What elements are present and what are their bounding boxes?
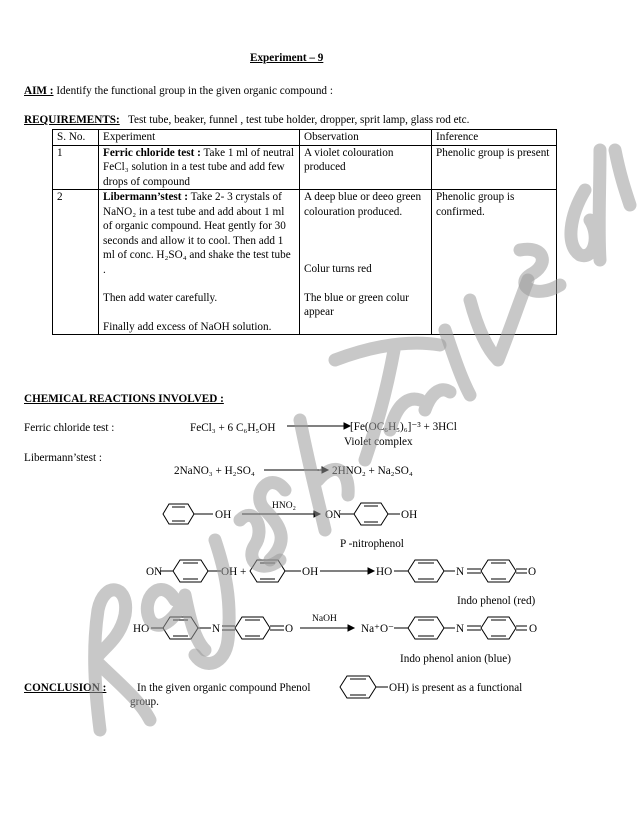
header-observation: Observation	[300, 130, 432, 146]
row-observation: A violet colouration produced	[300, 145, 432, 190]
quinone-ring-icon	[481, 560, 516, 582]
r1-product: P -nitrophenol	[340, 538, 404, 550]
reaction-arrow	[320, 568, 374, 574]
conclusion-label: CONCLUSION :	[24, 682, 107, 694]
header-experiment: Experiment	[99, 130, 300, 146]
row-inference: Phenolic group is confirmed.	[432, 190, 557, 335]
r3-product: Indo phenol anion (blue)	[400, 653, 511, 665]
ferric-lhs: FeCl₃ + 6 C₆H₅OH	[190, 422, 276, 434]
lib-rhs: 2HNO₂ + Na₂SO₄	[332, 465, 413, 477]
reaction-arrow	[287, 423, 350, 429]
ferric-product-name: Violet complex	[344, 436, 413, 448]
ferric-label: Ferric chloride test :	[24, 422, 115, 434]
reaction-arrow	[242, 511, 320, 517]
r1-on: ON	[325, 509, 342, 521]
header-sno: S. No.	[53, 130, 99, 146]
observation-text: A deep blue or deeo green colouration produced.	[304, 191, 422, 218]
experiment-body: Take 2- 3 crystals of NaNO₂ in a test tube and add about 1 ml of organic compound. Heat gently for 30 seconds and allow it to cool. Then add 1 ml of conc. H₂SO₄ and shake the test tube .	[103, 191, 291, 276]
benzene-ring-icon	[408, 560, 444, 582]
benzene-ring-icon	[163, 504, 194, 524]
requirements-label: REQUIREMENTS:	[24, 114, 120, 126]
r3-ho: HO	[133, 623, 150, 635]
benzene-ring-icon	[354, 503, 388, 525]
reactions-heading: CHEMICAL REACTIONS INVOLVED :	[24, 393, 224, 405]
r3-o: O	[285, 623, 294, 635]
r3-n2: N	[456, 623, 465, 635]
benzene-ring-icon	[340, 676, 376, 698]
benzene-ring-icon	[163, 617, 198, 639]
r3-reagent: NaOH	[312, 614, 337, 624]
benzene-ring-icon	[173, 560, 208, 582]
r2-oh: OH	[302, 566, 319, 578]
r2-on: ON	[146, 566, 163, 578]
ferric-rhs: [Fe(OC₆H₅)₆]⁻³ + 3HCl	[350, 421, 457, 433]
r1-reagent: HNO₂	[272, 501, 296, 511]
benzene-ring-icon	[250, 560, 285, 582]
r2-product: Indo phenol (red)	[457, 595, 536, 607]
row-inference: Phenolic group is present	[432, 145, 557, 190]
observation-text: Colur turns red	[304, 263, 372, 275]
row-sno: 1	[53, 145, 99, 190]
requirements-text: Test tube, beaker, funnel , test tube holder, dropper, sprit lamp, glass rod etc.	[127, 114, 470, 126]
r2-ho: HO	[376, 566, 393, 578]
reaction-arrow	[300, 625, 354, 631]
r1-oh: OH	[215, 509, 232, 521]
conclusion-text-before: In the given organic compound Phenol	[137, 682, 311, 694]
r3-o2: O	[529, 623, 538, 635]
r2-oh-plus: OH +	[221, 566, 247, 578]
r2-o: O	[528, 566, 537, 578]
aim-label: AIM :	[24, 85, 54, 97]
quinone-ring-icon	[481, 617, 516, 639]
r1-oh2: OH	[401, 509, 418, 521]
experiment-title: Ferric chloride test :	[103, 146, 201, 159]
lib-label: Libermann’stest :	[24, 452, 102, 464]
experiment-body: Take 1 ml of neutral FeCl₃ solution in a test tube and add few drops of compound	[103, 146, 295, 188]
observation-text: The blue or green colur appear	[304, 291, 409, 318]
header-inference: Inference	[432, 130, 557, 146]
page-title: Experiment – 9	[250, 52, 324, 64]
r3-na: Na⁺O⁻	[361, 623, 394, 635]
experiment-title: Libermann’stest :	[103, 191, 189, 203]
quinone-ring-icon	[235, 617, 270, 639]
benzene-ring-icon	[408, 617, 444, 639]
conclusion-text-line2: group.	[130, 696, 159, 708]
experiment-step: Finally add excess of NaOH solution.	[103, 320, 272, 333]
r2-n: N	[456, 566, 465, 578]
aim-text: Identify the functional group in the given organic compound :	[56, 85, 333, 97]
experiment-step: Then add water carefully.	[103, 292, 218, 304]
lib-lhs: 2NaNO₃ + H₂SO₄	[174, 465, 255, 477]
r3-n: N	[212, 623, 221, 635]
row-sno: 2	[53, 190, 99, 335]
conclusion-text-after: OH) is present as a functional	[389, 682, 523, 694]
reaction-arrow	[264, 467, 328, 473]
